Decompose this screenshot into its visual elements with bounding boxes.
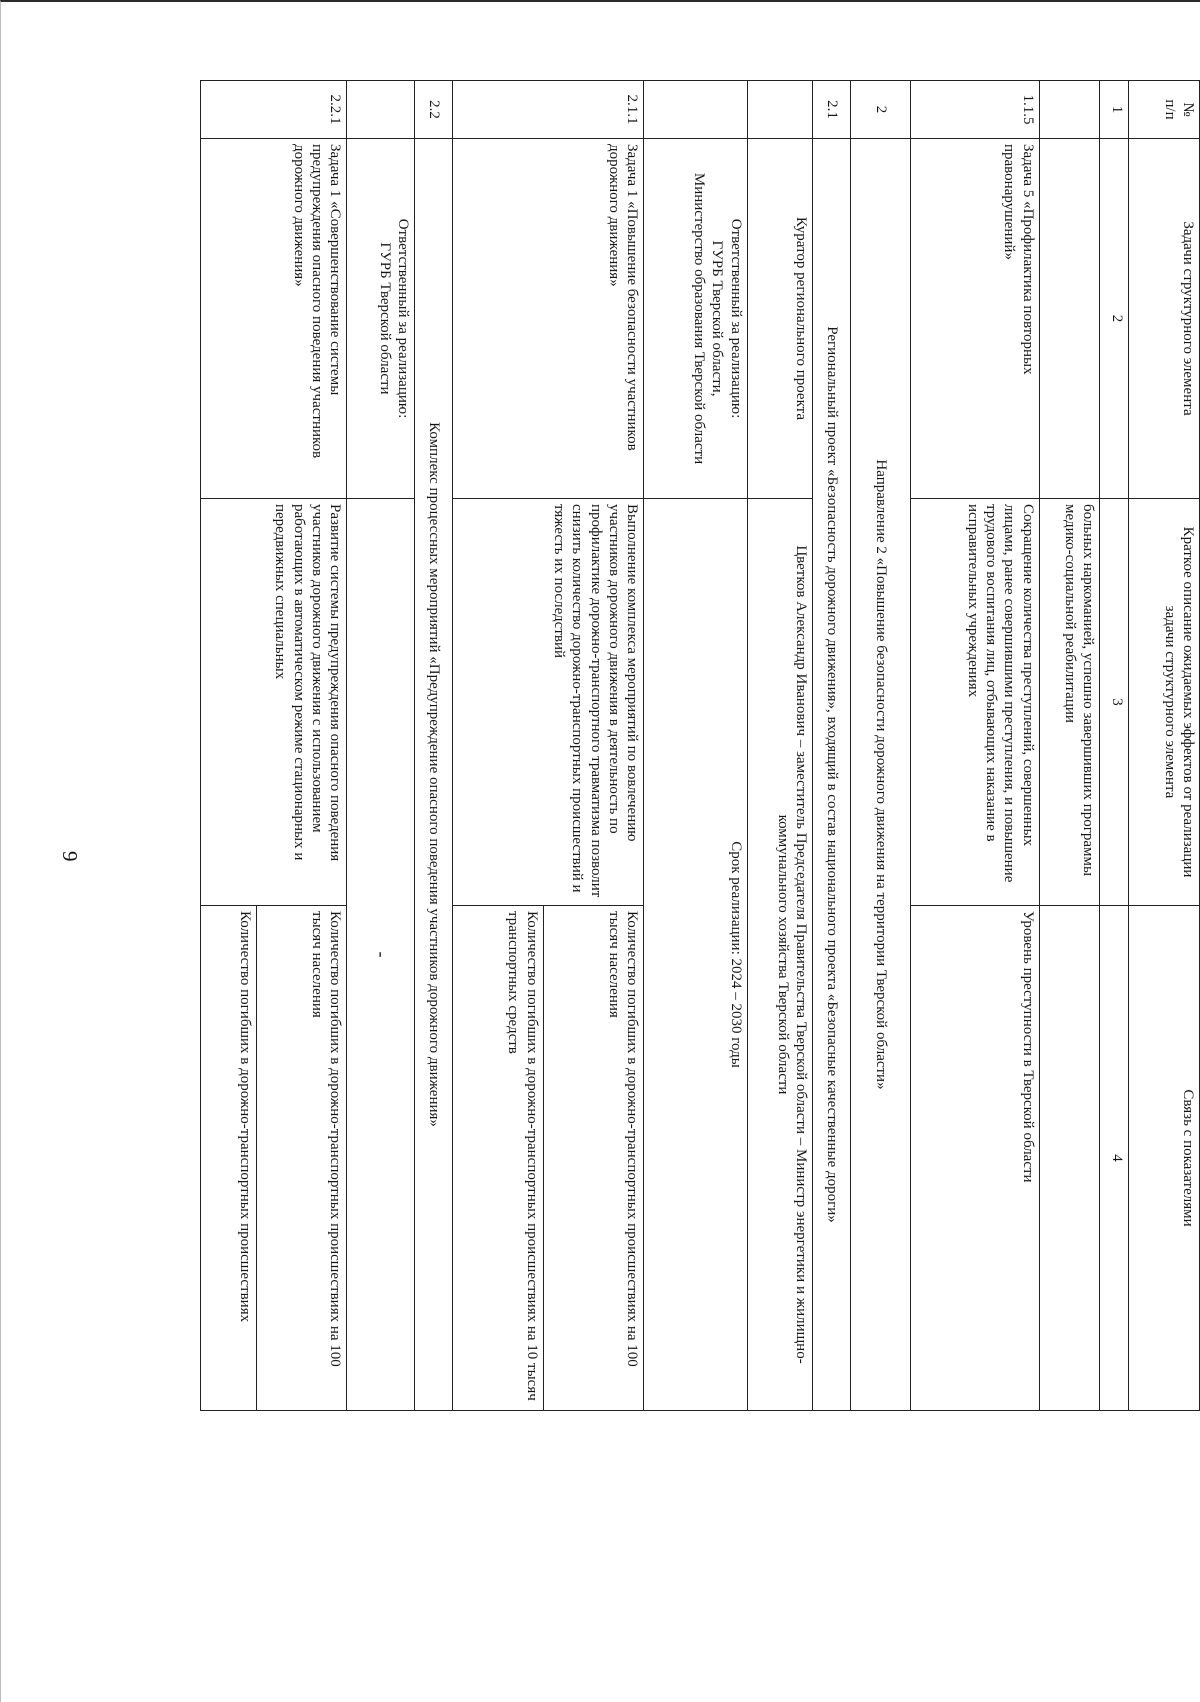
term-value: Срок реализации: 2024 – 2030 годы [644, 499, 747, 1411]
indicator-cell: Количество погибших в дорожно-транспортных происшествиях на 100 тысяч населения [256, 906, 347, 1411]
table-row [1039, 81, 1099, 1411]
task-cell: Задача 5 «Профилактика повторных правонарушений» [911, 139, 1039, 499]
task-cell: Задача 1 «Совершенствование системы предупреждения опасного поведения участников дорожного движения» [201, 139, 347, 499]
table-row [813, 81, 851, 1411]
page-number: 9 [58, 851, 82, 862]
row-number: 2.2 [415, 81, 453, 139]
row-number: 1.1.5 [911, 81, 1039, 139]
indicator-cell: Количество погибших в дорожно-транспортных происшествиях [201, 906, 257, 1411]
table-row [543, 81, 644, 1411]
header-effects: Краткое описание ожидаемых эффектов от реализации задачи структурного элемента [1129, 499, 1200, 906]
indicator-cell: Уровень преступности в Тверской области [911, 906, 1039, 1411]
row-number: 2.2.1 [201, 81, 347, 139]
table-row [850, 81, 910, 1411]
row-number: 2 [850, 81, 910, 139]
index-3: 3 [1100, 499, 1129, 906]
process-complex-title: Комплекс процессных мероприятий «Предупреждение опасного поведения участников дорожного движения» [415, 139, 453, 1411]
table-row [747, 81, 812, 1411]
row-number: 2.1.1 [452, 81, 643, 139]
effect-cell: Сокращение количества преступлений, совершенных лицами, ранее совершившими преступления, и повышение трудового воспитания лиц, отбывающих наказание в исправительных учреждениях [911, 499, 1039, 906]
header-number: № п/п [1129, 81, 1200, 139]
column-index-row [1100, 81, 1129, 1411]
table-row [644, 81, 747, 1411]
indicator-cell: Количество погибших в дорожно-транспортных происшествиях на 10 тысяч транспортных средств [452, 906, 543, 1411]
task-cell: Задача 1 «Повышение безопасности участников дорожного движения» [452, 139, 643, 499]
responsible-label: Ответственный за реализацию: ГУРБ Тверской области, Министерство образования Тверской области [644, 139, 747, 499]
index-1: 1 [1100, 81, 1129, 139]
direction-title: Направление 2 «Повышение безопасности дорожного движения на территории Тверской области» [850, 139, 910, 1411]
index-4: 4 [1100, 906, 1129, 1411]
curator-label: Куратор регионального проекта [747, 139, 812, 499]
responsible-value: - [347, 499, 415, 1411]
responsible-label: Ответственный за реализацию: ГУРБ Тверской области [347, 139, 415, 499]
table-row [256, 81, 347, 1411]
effect-cell: Выполнение комплекса мероприятий по вовлечению участников дорожного движения в деятельность по профилактике дорожно-транспортного травматизма позволит снизить количество дорожно-транспортных происшествий и тяжесть их последствий [452, 499, 643, 906]
index-2: 2 [1100, 139, 1129, 499]
effect-cell: Развитие системы предупреждения опасного поведения участников дорожного движения с использованием работающих в автоматическом режиме стационарных и передвижных специальных [201, 499, 347, 906]
rotated-table-area [200, 80, 1200, 1410]
structural-elements-table [200, 80, 1200, 1411]
table-header-row [1129, 81, 1200, 1411]
header-tasks: Задачи структурного элемента [1129, 139, 1200, 499]
curator-value: Цветков Александр Иванович – заместитель Председателя Правительства Тверской области – Министр энергетики и жилищно-коммунального хозяйства Тверской области [747, 499, 812, 1411]
table-row [347, 81, 415, 1411]
indicator-cell: Количество погибших в дорожно-транспортных происшествиях на 100 тысяч населения [543, 906, 644, 1411]
continued-effect: больных наркоманией, успешно завершивших программы медико-социальной реабилитации [1039, 499, 1099, 906]
row-number: 2.1 [813, 81, 851, 139]
table-row [415, 81, 453, 1411]
table-row [911, 81, 1039, 1411]
regional-project-title: Региональный проект «Безопасность дорожного движения», входящий в состав национального проекта «Безопасные качественные дороги» [813, 139, 851, 1411]
header-link: Связь с показателями [1129, 906, 1200, 1411]
